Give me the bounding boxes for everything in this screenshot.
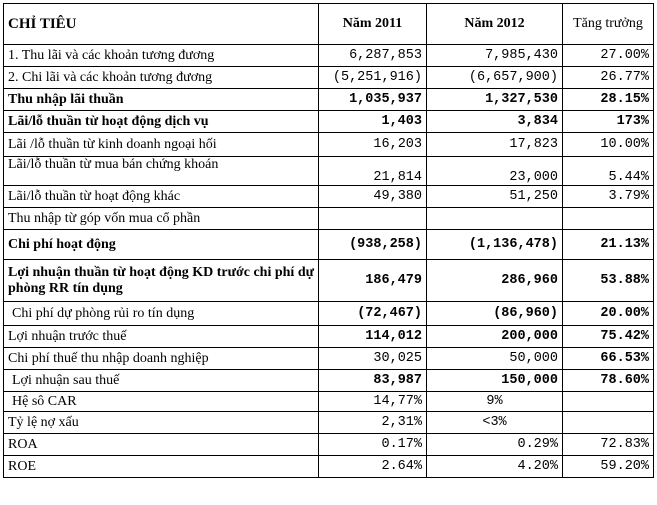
value-growth (563, 208, 654, 230)
value-growth: 5.44% (563, 157, 654, 186)
header-year-2011: Năm 2011 (319, 4, 427, 45)
table-row (4, 302, 654, 326)
value-2011: 83,987 (319, 370, 427, 392)
value-2011: 186,479 (319, 260, 427, 302)
value-2011: 1,035,937 (319, 89, 427, 111)
table-row (4, 370, 654, 392)
header-indicator: CHỈ TIÊU (4, 4, 319, 45)
table-row (4, 230, 654, 260)
value-growth: 72.83% (563, 434, 654, 456)
value-2012: 286,960 (427, 260, 563, 302)
row-label: 2. Chi lãi và các khoản tương đương (4, 67, 319, 89)
table-row (4, 67, 654, 89)
header-growth: Tăng trưởng (563, 4, 654, 45)
value-2012: (1,136,478) (427, 230, 563, 260)
value-growth: 20.00% (563, 302, 654, 326)
value-growth: 27.00% (563, 45, 654, 67)
value-2011: 114,012 (319, 326, 427, 348)
table-row (4, 326, 654, 348)
value-2011: (72,467) (319, 302, 427, 326)
value-2012: 9% (427, 392, 563, 412)
value-2012: 23,000 (427, 157, 563, 186)
value-2011: 0.17% (319, 434, 427, 456)
financial-indicators-table (3, 3, 654, 478)
value-2012: 0.29% (427, 434, 563, 456)
value-growth: 26.77% (563, 67, 654, 89)
table-row (4, 89, 654, 111)
value-2011: 2.64% (319, 456, 427, 478)
table-row (4, 133, 654, 157)
value-growth: 78.60% (563, 370, 654, 392)
table-row (4, 111, 654, 133)
row-label: Lãi/lỗ thuần từ hoạt động dịch vụ (4, 111, 319, 133)
row-label: Tỷ lệ nợ xấu (4, 412, 319, 434)
row-label: Lợi nhuận sau thuế (4, 370, 319, 392)
row-label: Thu nhập từ góp vốn mua cổ phần (4, 208, 319, 230)
value-2011: 16,203 (319, 133, 427, 157)
table-row (4, 157, 654, 186)
value-2012: 17,823 (427, 133, 563, 157)
value-2011: 6,287,853 (319, 45, 427, 67)
table-row (4, 45, 654, 67)
value-2011: (938,258) (319, 230, 427, 260)
value-growth: 28.15% (563, 89, 654, 111)
value-growth: 53.88% (563, 260, 654, 302)
table-row (4, 434, 654, 456)
table-row (4, 186, 654, 208)
value-2011: 1,403 (319, 111, 427, 133)
table-row (4, 412, 654, 434)
value-2011 (319, 208, 427, 230)
value-growth (563, 412, 654, 434)
value-2012: 51,250 (427, 186, 563, 208)
value-growth: 3.79% (563, 186, 654, 208)
row-label: Lãi /lỗ thuần từ kinh doanh ngoại hối (4, 133, 319, 157)
row-label: Chi phí thuế thu nhập doanh nghiệp (4, 348, 319, 370)
row-label: Chi phí hoạt động (4, 230, 319, 260)
value-2011: (5,251,916) (319, 67, 427, 89)
row-label: Thu nhập lãi thuần (4, 89, 319, 111)
row-label: Lãi/lỗ thuần từ hoạt động khác (4, 186, 319, 208)
value-2011: 14,77% (319, 392, 427, 412)
row-label: ROE (4, 456, 319, 478)
value-2012: (86,960) (427, 302, 563, 326)
row-label: Lợi nhuận trước thuế (4, 326, 319, 348)
value-growth: 66.53% (563, 348, 654, 370)
value-2011: 30,025 (319, 348, 427, 370)
value-2012: 50,000 (427, 348, 563, 370)
row-label: 1. Thu lãi và các khoản tương đương (4, 45, 319, 67)
value-2012: 7,985,430 (427, 45, 563, 67)
row-label: Lãi/lỗ thuần từ mua bán chứng khoán (4, 157, 319, 186)
header-row (4, 4, 654, 45)
value-2012: 1,327,530 (427, 89, 563, 111)
value-2012: <3% (427, 412, 563, 434)
value-2012: (6,657,900) (427, 67, 563, 89)
value-2012: 150,000 (427, 370, 563, 392)
value-growth: 10.00% (563, 133, 654, 157)
row-label: ROA (4, 434, 319, 456)
value-2011: 2,31% (319, 412, 427, 434)
table-row (4, 392, 654, 412)
row-label: Lợi nhuận thuần từ hoạt động KD trước chi phí dự phòng RR tín dụng (4, 260, 319, 302)
table-row (4, 348, 654, 370)
table-row (4, 456, 654, 478)
value-growth: 21.13% (563, 230, 654, 260)
value-2011: 21,814 (319, 157, 427, 186)
value-growth: 75.42% (563, 326, 654, 348)
value-2012 (427, 208, 563, 230)
table-row (4, 260, 654, 302)
value-2012: 200,000 (427, 326, 563, 348)
value-2012: 4.20% (427, 456, 563, 478)
row-label: Chi phí dự phòng rủi ro tín dụng (4, 302, 319, 326)
value-growth (563, 392, 654, 412)
row-label: Hệ sô CAR (4, 392, 319, 412)
value-2011: 49,380 (319, 186, 427, 208)
value-growth: 173% (563, 111, 654, 133)
value-growth: 59.20% (563, 456, 654, 478)
table-row (4, 208, 654, 230)
value-2012: 3,834 (427, 111, 563, 133)
header-year-2012: Năm 2012 (427, 4, 563, 45)
